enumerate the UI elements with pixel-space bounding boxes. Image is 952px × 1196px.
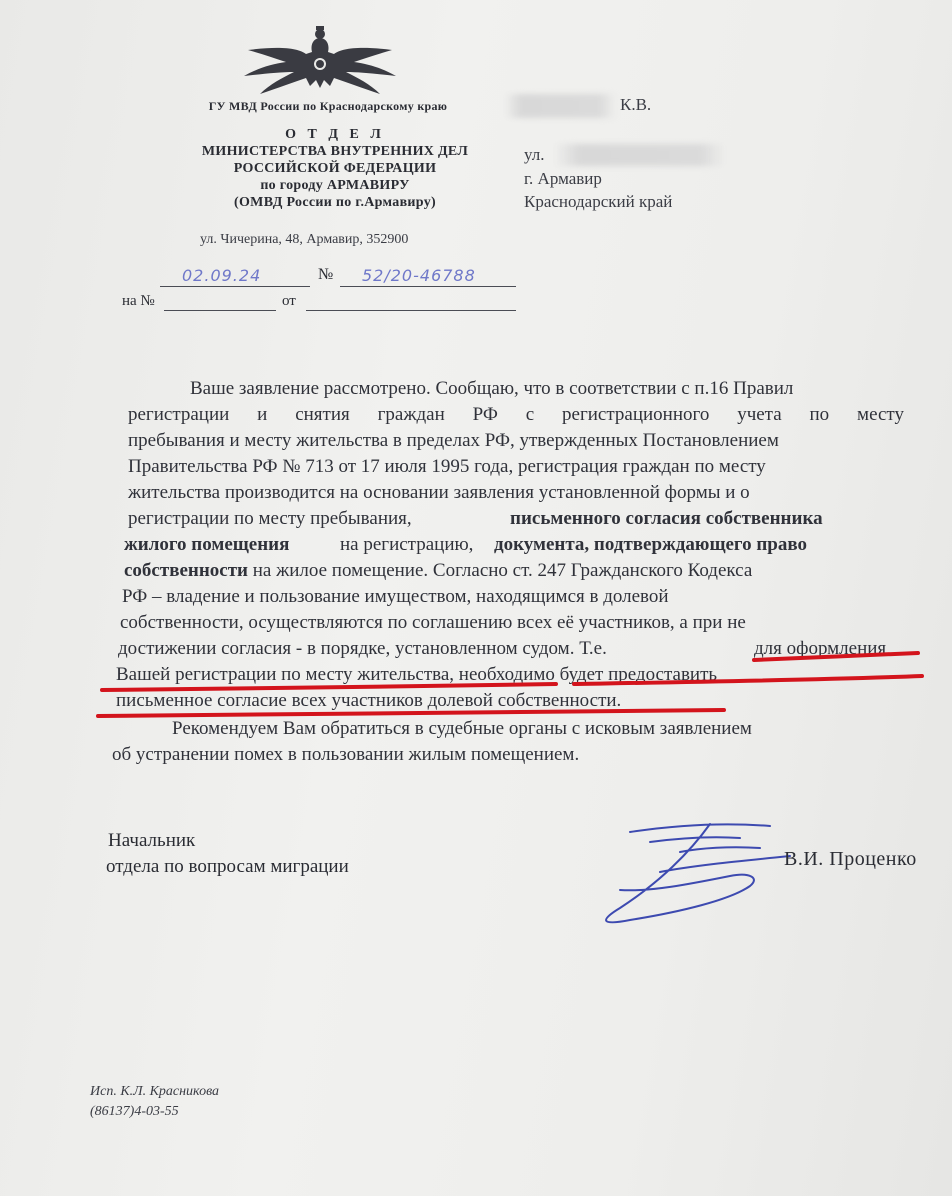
org-address: ул. Чичерина, 48, Армавир, 352900 [200, 232, 409, 247]
word: РФ [472, 404, 498, 425]
signer-position-2: отдела по вопросам миграции [106, 856, 349, 877]
word: месту [857, 404, 904, 425]
word: учета [737, 404, 782, 425]
org-line: РОССИЙСКОЙ ФЕДЕРАЦИИ [233, 161, 437, 176]
number-label: № [318, 266, 334, 283]
body-line: собственности, осуществляются по соглашению всех её участников, а при не [120, 612, 746, 633]
word: регистрации [128, 404, 230, 425]
org-superior: ГУ МВД России по Краснодарскому краю [208, 99, 448, 113]
recipient-city: г. Армавир [524, 169, 602, 188]
word: снятия [295, 404, 350, 425]
word: граждан [377, 404, 445, 425]
body-bold-span: жилого помещения [124, 534, 290, 555]
body-text-span: на регистрацию, [340, 534, 474, 555]
body-text-span: регистрации по месту пребывания, [128, 508, 412, 529]
date-handwritten: 02.09.24 [182, 266, 262, 285]
body-line: Рекомендуем Вам обратиться в судебные органы с исковым заявлением [172, 718, 752, 739]
signer-name: В.И. Проценко [784, 848, 917, 870]
body-line-underlined: Вашей регистрации по месту жительства, необходимо будет предоставить [116, 664, 718, 685]
org-line: О Т Д Е Л [285, 127, 385, 142]
body-text-span: на жилое помещение. Согласно ст. 247 Гражданского Кодекса [252, 560, 753, 581]
body-line: об устранении помех в пользовании жилым помещением. [112, 744, 580, 765]
from-label: от [282, 293, 296, 309]
body-line: Правительства РФ № 713 от 17 июля 1995 года, регистрация граждан по месту [128, 456, 766, 477]
word: с [525, 404, 535, 425]
org-line: МИНИСТЕРСТВА ВНУТРЕННИХ ДЕЛ [201, 144, 469, 159]
body-line: Ваше заявление рассмотрено. Сообщаю, что в соответствии с п.16 Правил [190, 378, 794, 399]
body-line-underlined: письменное согласие всех участников долевой собственности. [116, 690, 622, 711]
body-bold-span: письменного согласия собственника [510, 508, 823, 529]
body-bold-span: документа, подтверждающего право [494, 534, 807, 555]
reply-to-label: на № [122, 293, 155, 309]
recipient-region: Краснодарский край [524, 192, 673, 211]
recipient-street-prefix: ул. [524, 145, 545, 164]
body-line: пребывания и месту жительства в пределах РФ, утвержденных Постановлением [128, 430, 779, 451]
recipient-initials: К.В. [620, 95, 652, 114]
executor-name: Исп. К.Л. Красникова [90, 1084, 220, 1099]
word: регистрационного [562, 404, 710, 425]
executor-phone: (86137)4-03-55 [90, 1104, 179, 1119]
body-line: РФ – владение и пользование имуществом, находящимся в долевой [122, 586, 669, 607]
signer-position-1: Начальник [108, 830, 196, 851]
word: и [257, 404, 268, 425]
org-line: (ОМВД России по г.Армавиру) [234, 195, 436, 210]
underlined-span: для оформления [754, 638, 887, 659]
org-line: по городу АРМАВИРУ [260, 178, 410, 193]
number-handwritten: 52/20-46788 [362, 266, 476, 285]
body-text-span: достижении согласия - в порядке, установленном судом. Т.е. [118, 638, 607, 659]
word: по [809, 404, 830, 425]
body-line: жительства производится на основании заявления установленной формы и о [128, 482, 750, 503]
handwritten-signature [560, 812, 810, 932]
body-bold-span: собственности [124, 560, 249, 581]
